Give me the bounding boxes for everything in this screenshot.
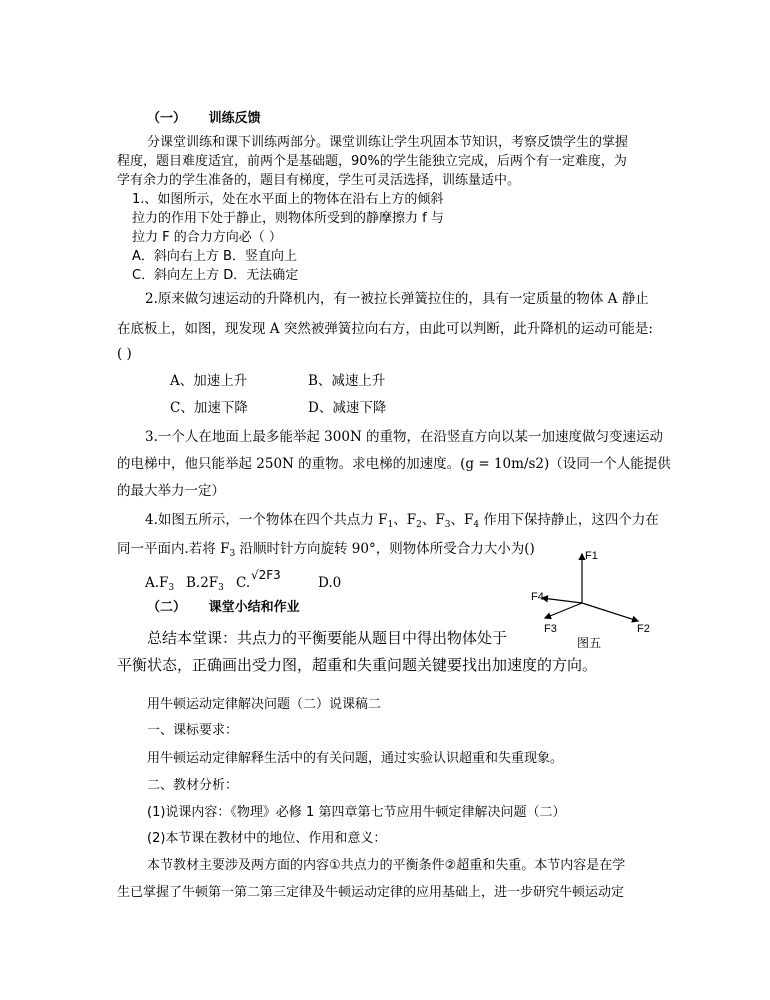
q4-option-a-text: A.F	[145, 575, 169, 591]
f4-arrow	[542, 598, 582, 603]
q2-option-b: B、减速上升	[308, 373, 386, 389]
q4-line2-sub: 3	[229, 549, 236, 559]
f3-arrow	[545, 603, 582, 618]
doc2-para-1: 用牛顿运动定律解释生活中的有关问题，通过实验认识超重和失重现象。	[147, 751, 564, 766]
q4-option-c-text: C.	[236, 575, 251, 591]
q4-option-b	[186, 574, 224, 592]
q3-line-3: 的最大举力一定）	[117, 483, 225, 499]
force-diagram	[525, 545, 665, 650]
q4-sep-1: 、F	[393, 512, 417, 528]
q1-line-1: 1.、如图所示，处在水平面上的物体在沿右上方的倾斜	[132, 192, 444, 207]
doc2-heading-1: 一、课标要求：	[147, 723, 239, 738]
section2-heading-text: 课堂小结和作业	[208, 600, 300, 615]
q2-option-d: D、减速下降	[308, 400, 387, 416]
q4-text-a: 4.如图五所示，一个物体在四个共点力 F	[145, 512, 388, 528]
q4-line2-a: 同一平面内.若将 F	[117, 541, 230, 557]
q4-sub-1: 1	[387, 520, 394, 530]
q1-option-ab: A．斜向右上方 B．竖直向上	[132, 249, 297, 264]
figure-caption: 图五	[577, 636, 602, 650]
q1-line-2: 拉力的作用下处于静止，则物体所受到的静摩擦力 f 与	[132, 211, 444, 226]
q4-line-2	[117, 540, 535, 558]
q4-option-c	[236, 574, 250, 592]
section1-heading	[147, 110, 261, 128]
q4-option-a	[145, 574, 174, 592]
q2-line-2: 在底板上，如图，现发现 A 突然被弹簧拉向右方，由此可以判断，此升降机的运动可能是:	[117, 321, 653, 337]
section1-heading-text: 训练反馈	[208, 111, 261, 126]
q3-line-2: 的电梯中，他只能举起 250N 的重物。求电梯的加速度。(g = 10m/s2)（设同一个人能提供	[117, 456, 671, 472]
q2-option-a: A、加速上升	[170, 373, 248, 389]
f2-label: F2	[637, 623, 650, 635]
q1-option-cd: C．斜向左上方 D．无法确定	[132, 268, 299, 283]
q4-option-b-text: B.2F	[186, 575, 219, 591]
q1-line-3: 拉力 F 的合力方向必（ ）	[132, 230, 282, 245]
q4-sub-4: 4	[473, 520, 480, 530]
q4-option-c-expr: √2F3	[251, 568, 281, 582]
f1-label: F1	[585, 550, 598, 562]
doc2-title: 用牛顿运动定律解决问题（二）说课稿二	[147, 697, 382, 712]
f3-label: F3	[544, 623, 557, 635]
doc2-heading-2: 二、教材分析：	[147, 778, 239, 793]
q4-line2-b: 沿顺时针方向旋转 90°，则物体所受合力大小为()	[235, 541, 535, 557]
q4-sub-2: 2	[416, 520, 422, 530]
f2-arrow	[582, 603, 638, 621]
intro-line-1: 分课堂训练和课下训练两部分。课堂训练让学生巩固本节知识，考察反馈学生的掌握	[147, 135, 629, 150]
section2-heading	[147, 599, 300, 617]
intro-line-2: 程度，题目难度适宜，前两个是基础题，90%的学生能独立完成，后两个有一定难度，为	[117, 154, 627, 169]
q4-text-b: 作用下保持静止，这四个力在	[479, 512, 659, 528]
q4-line-1	[145, 511, 659, 529]
section2-heading-num: （二）	[147, 600, 187, 615]
q3-line-1: 3.一个人在地面上最多能举起 300N 的重物，在沿竖直方向以某一加速度做匀变速运动	[145, 429, 664, 445]
q4-option-d: D.0	[318, 575, 342, 591]
q2-line-1: 2.原来做匀速运动的升降机内，有一被拉长弹簧拉住的，具有一定质量的物体 A 静止	[145, 291, 649, 307]
doc2-para-4-line-1: 本节教材主要涉及两方面的内容①共点力的平衡条件②超重和失重。本节内容是在学	[147, 858, 626, 873]
q4-option-a-sub: 3	[168, 583, 175, 593]
q4-sep-3: 、F	[450, 512, 474, 528]
q4-sub-3: 3	[444, 520, 451, 530]
doc2-para-2: (1)说课内容：《物理》必修 1 第四章第七节应用牛顿定律解决问题（二）	[147, 805, 566, 820]
f4-label: F4	[531, 591, 544, 603]
summary-line-2: 平衡状态，正确画出受力图，超重和失重问题关键要找出加速度的方向。	[117, 656, 598, 674]
doc2-para-4-line-2: 生已掌握了牛顿第一第二第三定律及牛顿运动定律的应用基础上，进一步研究牛顿运动定	[117, 885, 625, 900]
q2-option-c: C、加速下降	[170, 400, 248, 416]
section1-heading-num: （一）	[147, 111, 187, 126]
q4-option-b-sub: 3	[218, 583, 224, 593]
intro-line-3: 学有余力的学生准备的，题目有梯度，学生可灵活选择，训练量适中。	[117, 173, 521, 188]
q4-sep-2: 、F	[421, 512, 445, 528]
q2-line-3: ( )	[117, 346, 132, 362]
doc2-para-3: (2)本节课在教材中的地位、作用和意义：	[147, 831, 387, 846]
summary-line-1: 总结本堂课：共点力的平衡要能从题目中得出物体处于	[147, 629, 508, 647]
